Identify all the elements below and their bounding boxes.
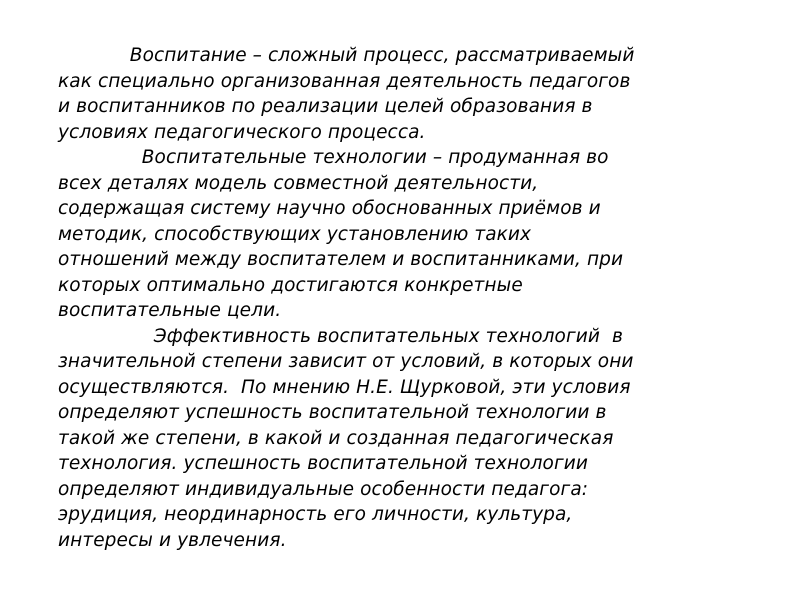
paragraph-upbringing-definition: Воспитание – сложный процесс, рассматриваемый как специально организованная деятельность педагогов и воспитанников по реализации целей образования в условиях педагогического процесса. <box>58 45 635 143</box>
paragraph-technology-effectiveness: Эффективность воспитательных технологий в значительной степени зависит от условий, в которых они осуществляются. По мнению Н.Е. Щурковой, эти условия определяют успешность воспитательной технологии в такой же степени, в какой и созданная педагогическая технология. успешность воспитательной технологии определяют индивидуальные особенности педагога: эрудиция, неординарность его личности, культура, интересы и увлечения. <box>58 325 634 551</box>
paragraph-upbringing-technologies: Воспитательные технологии – продуманная во всех деталях модель совместной деятельности, содержащая систему научно обоснованных приёмов и методик, способствующих установлению таких отношений между воспитателем и воспитанниками, при которых оптимально достигаются конкретные воспитательные цели. <box>58 147 624 321</box>
slide-text-body <box>58 43 738 553</box>
